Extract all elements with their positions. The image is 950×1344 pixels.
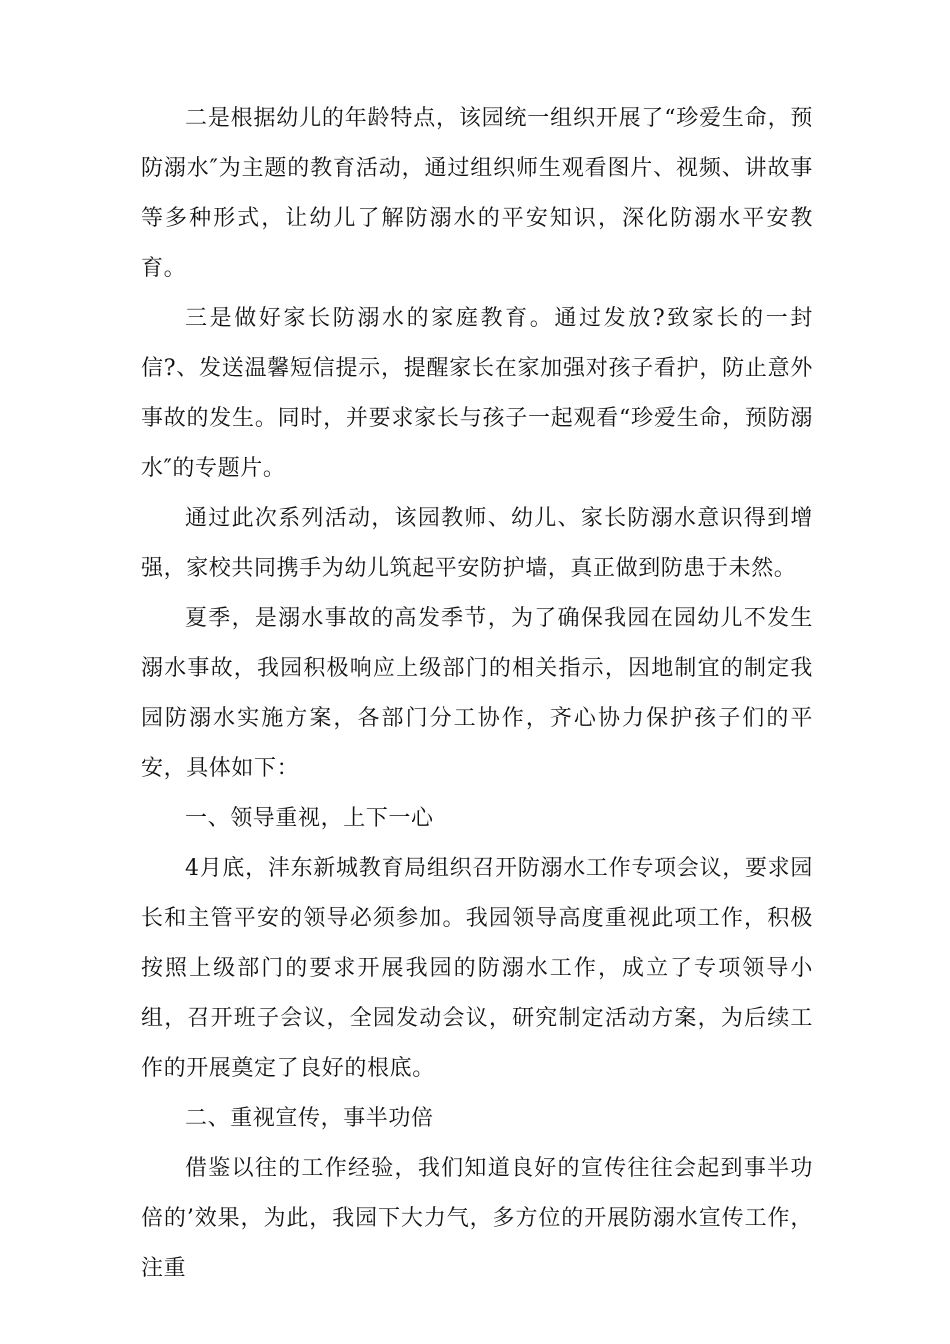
paragraph-leadership: 4月底，沣东新城教育局组织召开防溺水工作专项会议，要求园长和主管平安的领导必须参加。我园领导高度重视此项工作，积极按照上级部门的要求开展我园的防溺水工作，成立了专项领导小组，召开班子会议，全园发动会议，研究制定活动方案，为后续工作的开展奠定了良好的根底。: [141, 856, 813, 1081]
document-body: [141, 94, 813, 1294]
paragraph-activity-summary: 通过此次系列活动，该园教师、幼儿、家长防溺水意识得到增强，家校共同携手为幼儿筑起平安防护墙，真正做到防患于未然。: [141, 506, 813, 581]
section-heading-publicity: 二、重视宣传，事半功倍: [185, 1106, 434, 1131]
paragraph-summer-intro: 夏季，是溺水事故的高发季节，为了确保我园在园幼儿不发生溺水事故，我园积极响应上级部门的相关指示，因地制宜的制定我园防溺水实施方案，各部门分工协作，齐心协力保护孩子们的平安，具体如下：: [141, 606, 813, 781]
paragraph-family-education: 三是做好家长防溺水的家庭教育。通过发放?致家长的一封信?、发送温馨短信提示，提醒家长在家加强对孩子看护，防止意外事故的发生。同时，并要求家长与孩子一起观看“珍爱生命，预防溺水″的专题片。: [141, 306, 813, 481]
paragraph-age-education: 二是根据幼儿的年龄特点，该园统一组织开展了“珍爱生命，预防溺水″为主题的教育活动，通过组织师生观看图片、视频、讲故事等多种形式，让幼儿了解防溺水的平安知识，深化防溺水平安教育。: [141, 106, 813, 281]
paragraph-publicity: 借鉴以往的工作经验，我们知道良好的宣传往往会起到事半功倍的’效果，为此，我园下大力气，多方位的开展防溺水宣传工作，注重: [141, 1156, 813, 1281]
section-heading-leadership: 一、领导重视，上下一心: [185, 806, 434, 831]
